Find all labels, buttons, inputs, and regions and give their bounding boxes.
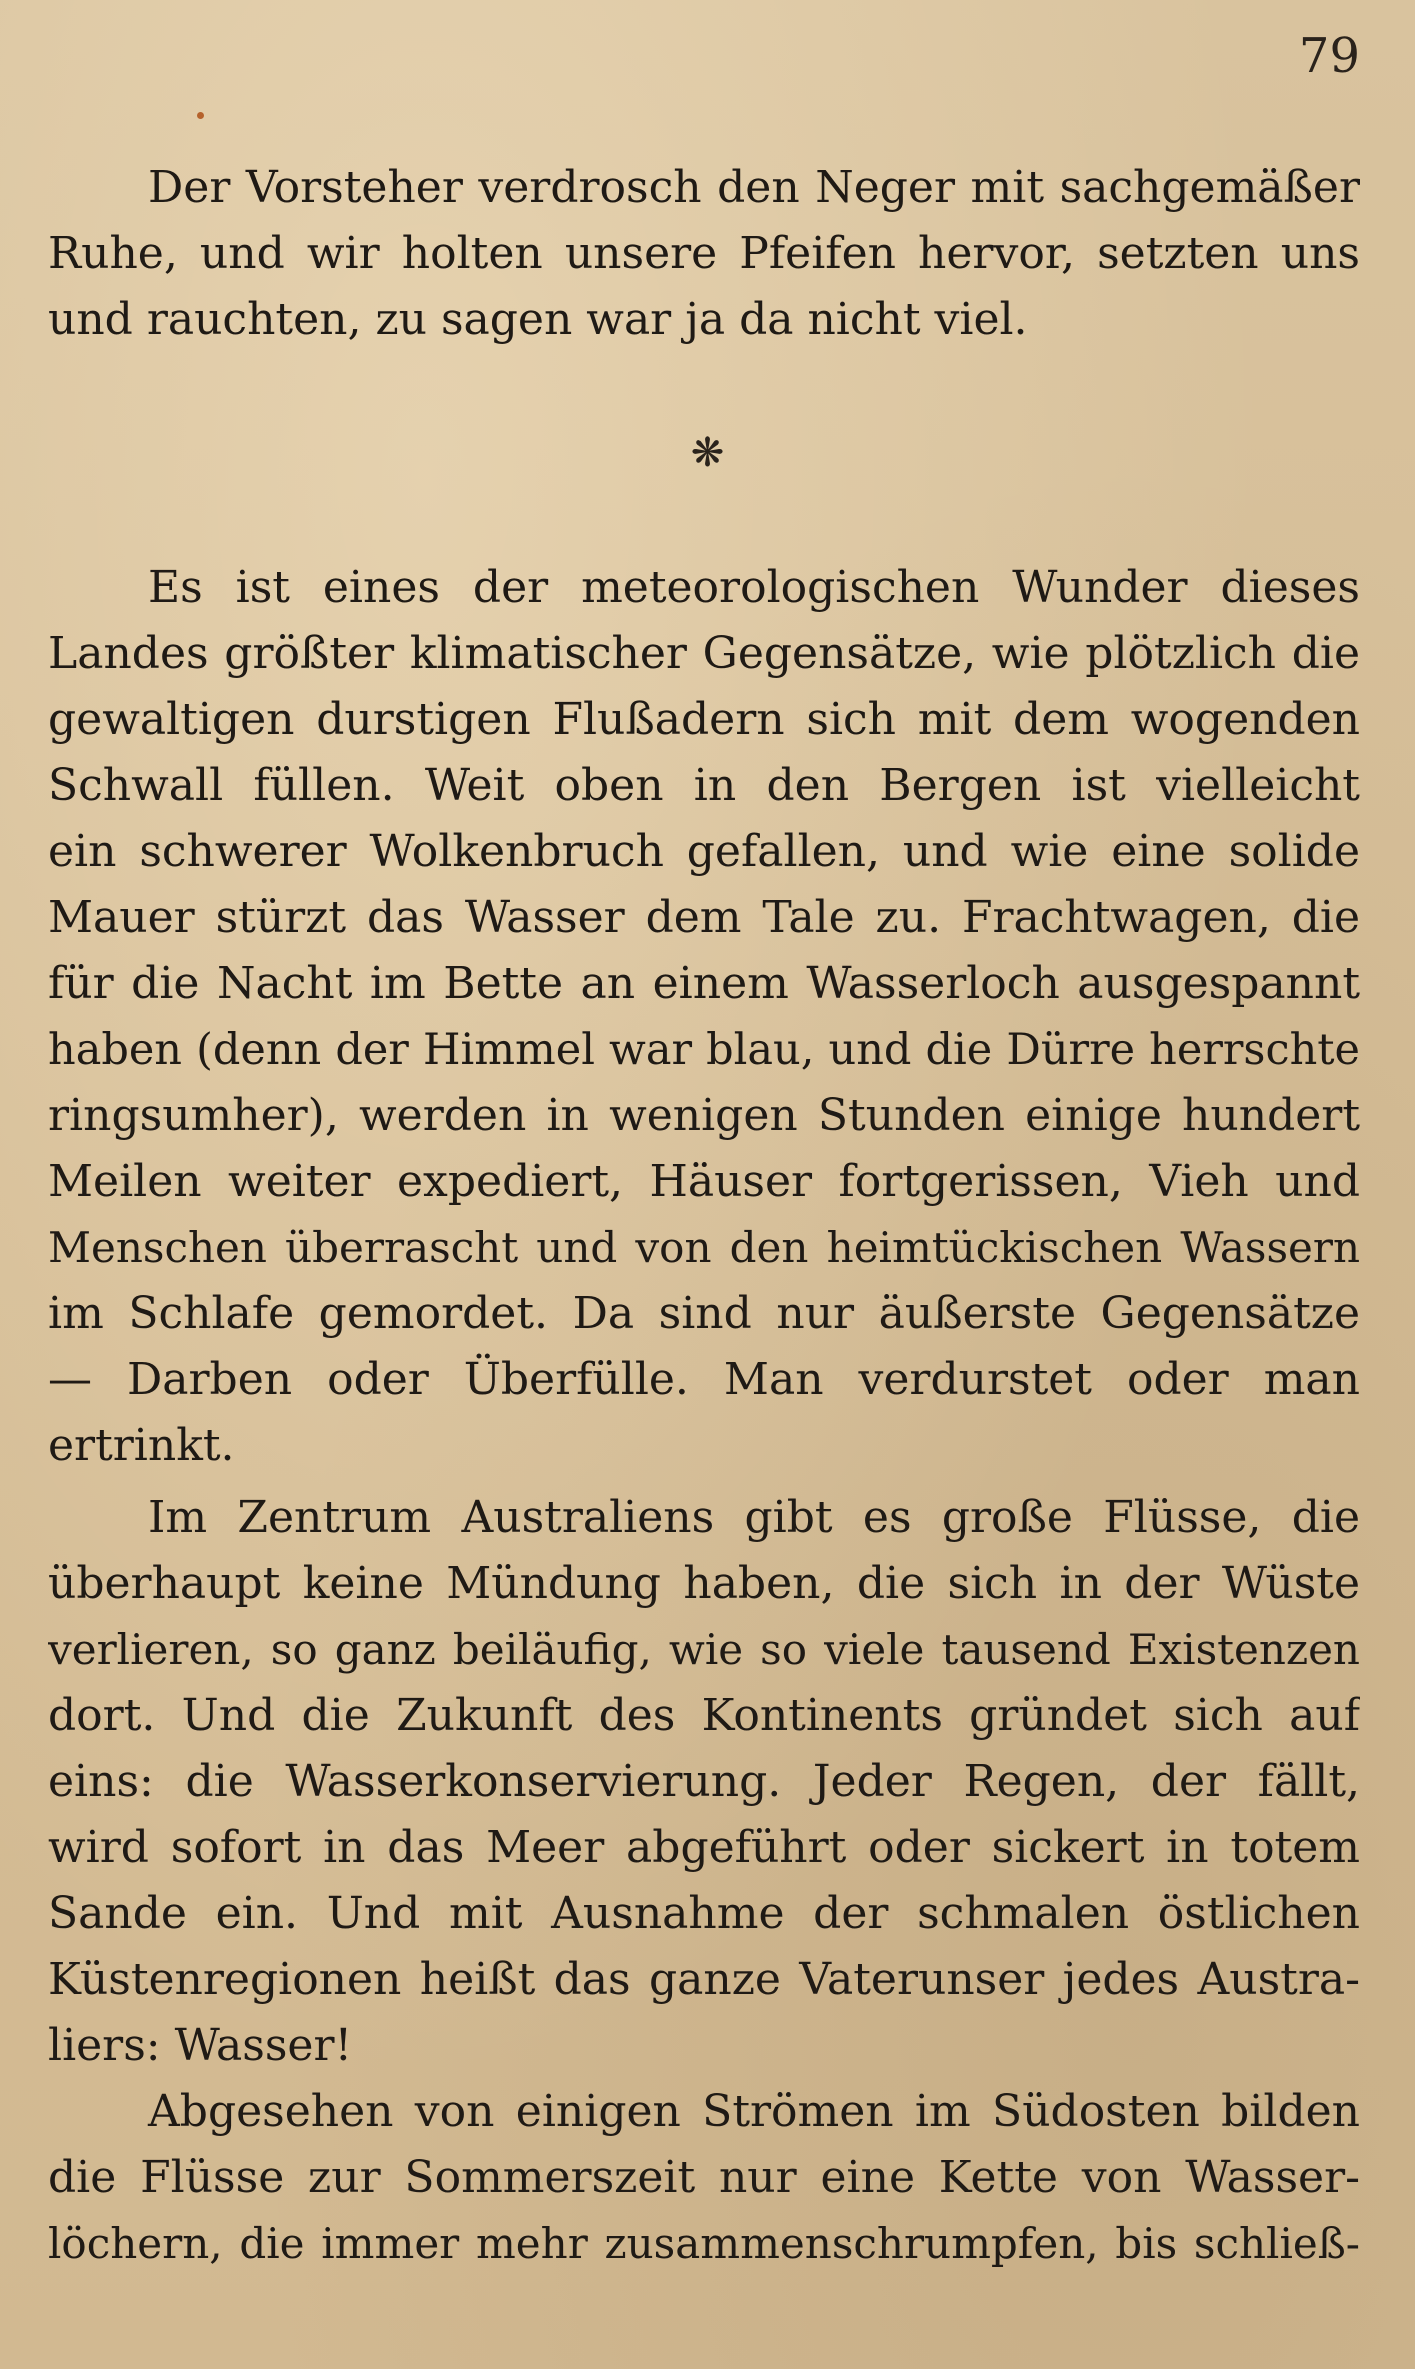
text-line: ein schwerer Wolkenbruch gefallen, und wie eine solide xyxy=(48,826,1360,877)
text-line: für die Nacht im Bette an einem Wasserloch ausgespannt xyxy=(48,958,1360,1009)
text-line: Es ist eines der meteorologischen Wunder dieses xyxy=(148,562,1360,613)
text-line: Sande ein. Und mit Ausnahme der schmalen östlichen xyxy=(48,1888,1360,1939)
text-line: die Flüsse zur Sommerszeit nur eine Kette von Wasser- xyxy=(48,2152,1360,2203)
paper-speck xyxy=(197,112,204,119)
text-line: ertrinkt. xyxy=(48,1420,235,1471)
text-line: eins: die Wasserkonservierung. Jeder Regen, der fällt, xyxy=(48,1756,1360,1807)
text-line: und rauchten, zu sagen war ja da nicht viel. xyxy=(48,294,1028,345)
text-line: löchern, die immer mehr zusammenschrumpfen, bis schließ- xyxy=(48,2219,1360,2268)
text-line: Landes größter klimatischer Gegensätze, wie plötzlich die xyxy=(48,628,1360,679)
paragraph-4 xyxy=(48,2079,1360,2277)
text-line: gewaltigen durstigen Flußadern sich mit dem wogenden xyxy=(48,694,1360,745)
text-line: verlieren, so ganz beiläufig, wie so viele tausend Existenzen xyxy=(48,1625,1360,1674)
text-line: liers: Wasser! xyxy=(48,2020,353,2071)
section-separator: ❋ xyxy=(690,430,725,476)
text-line: Mauer stürzt das Wasser dem Tale zu. Frachtwagen, die xyxy=(48,892,1360,943)
text-line: im Schlafe gemordet. Da sind nur äußerste Gegensätze xyxy=(48,1288,1360,1339)
text-line: dort. Und die Zukunft des Kontinents gründet sich auf xyxy=(48,1690,1360,1741)
text-line: Abgesehen von einigen Strömen im Südosten bilden xyxy=(148,2086,1360,2137)
text-line: Der Vorsteher verdrosch den Neger mit sachgemäßer xyxy=(148,162,1360,213)
text-line: überhaupt keine Mündung haben, die sich in der Wüste xyxy=(48,1558,1360,1609)
text-line: Meilen weiter expediert, Häuser fortgerissen, Vieh und xyxy=(48,1156,1360,1207)
text-line: — Darben oder Überfülle. Man verdurstet oder man xyxy=(48,1354,1360,1405)
text-line: Küstenregionen heißt das ganze Vaterunser jedes Austra- xyxy=(48,1954,1360,2005)
text-line: Im Zentrum Australiens gibt es große Flüsse, die xyxy=(148,1492,1360,1543)
paragraph-3 xyxy=(48,1485,1360,2079)
text-line: Schwall füllen. Weit oben in den Bergen ist vielleicht xyxy=(48,760,1360,811)
page-number: 79 xyxy=(1298,28,1360,84)
paragraph-2 xyxy=(48,555,1360,1479)
text-line: wird sofort in das Meer abgeführt oder sickert in totem xyxy=(48,1822,1360,1873)
text-line: haben (denn der Himmel war blau, und die Dürre herrschte xyxy=(48,1025,1360,1075)
text-line: Menschen überrascht und von den heimtückischen Wassern xyxy=(48,1223,1360,1272)
text-line: ringsumher), werden in wenigen Stunden einige hundert xyxy=(48,1090,1360,1141)
paragraph-1 xyxy=(48,155,1360,353)
text-line: Ruhe, und wir holten unsere Pfeifen hervor, setzten uns xyxy=(48,228,1360,279)
